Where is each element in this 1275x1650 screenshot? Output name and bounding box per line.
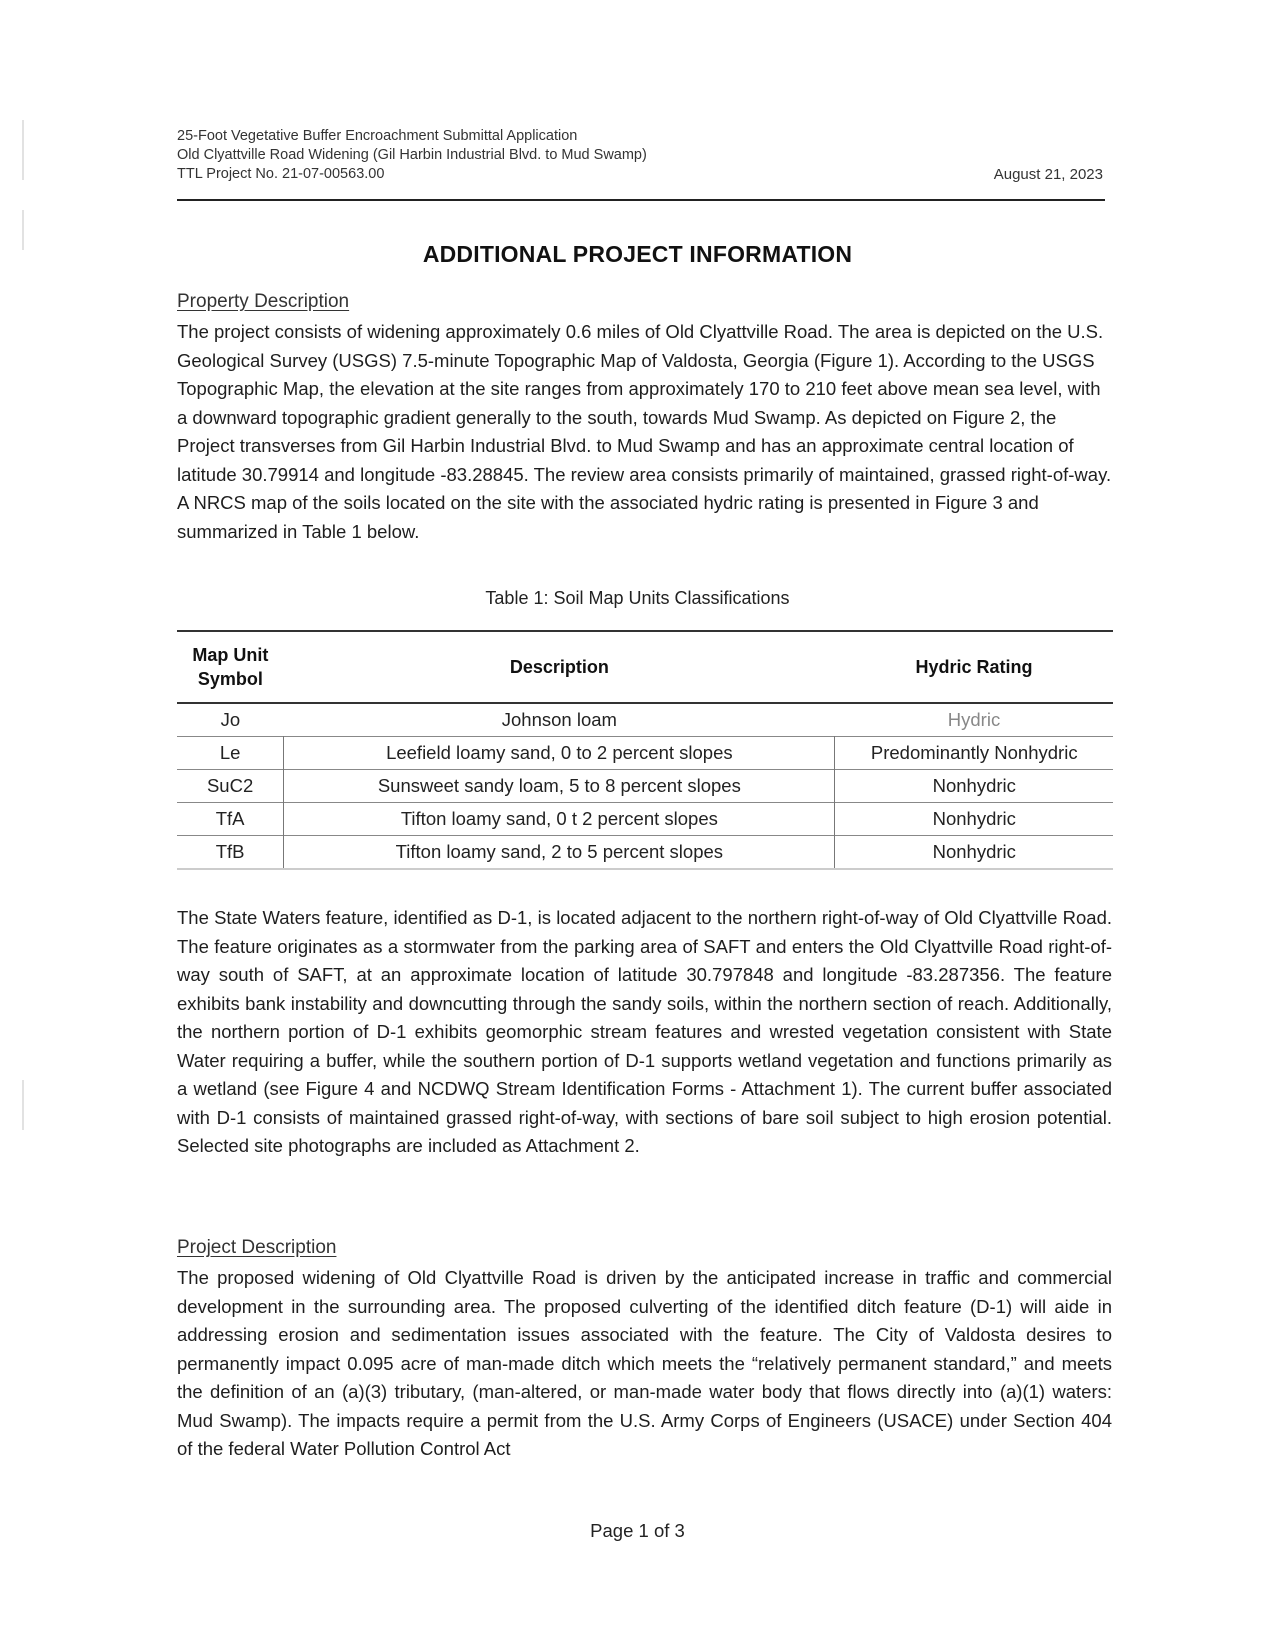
cell-hydric-rating: Nonhydric xyxy=(932,841,1016,862)
cell-hydric-rating: Predominantly Nonhydric xyxy=(870,742,1078,763)
cell-symbol: TfB xyxy=(177,836,284,870)
cell-symbol: Le xyxy=(177,737,284,770)
cell-symbol: TfA xyxy=(177,803,284,836)
cell-description: Leefield loamy sand, 0 to 2 percent slopes xyxy=(284,737,835,770)
header-application-title: 25-Foot Vegetative Buffer Encroachment Submittal Application xyxy=(177,128,578,144)
table-row xyxy=(177,770,1113,803)
table-row xyxy=(177,703,1113,737)
table-row xyxy=(177,737,1113,770)
cell-symbol: Jo xyxy=(220,709,241,730)
project-description-heading: Project Description xyxy=(177,1237,337,1258)
cell-hydric-rating: Nonhydric xyxy=(932,808,1016,829)
page-title: ADDITIONAL PROJECT INFORMATION xyxy=(422,241,853,267)
header-date: August 21, 2023 xyxy=(993,166,1103,183)
scan-edge-mark xyxy=(22,1080,24,1130)
document-header xyxy=(177,127,1113,184)
table-row xyxy=(177,836,1113,870)
page-number: Page 1 of 3 xyxy=(590,1520,685,1541)
header-project-name: Old Clyattville Road Widening (Gil Harbin Industrial Blvd. to Mud Swamp) xyxy=(177,147,647,163)
soil-map-units-table xyxy=(177,630,1113,870)
table-header-row xyxy=(177,631,1113,703)
header-project-number: TTL Project No. 21-07-00563.00 xyxy=(177,166,385,182)
cell-description: Johnson loam xyxy=(501,709,617,730)
cell-hydric-rating: Hydric xyxy=(947,709,1001,730)
property-description-heading: Property Description xyxy=(177,291,350,312)
cell-description: Sunsweet sandy loam, 5 to 8 percent slopes xyxy=(284,770,835,803)
column-header-symbol-line1: Map Unit xyxy=(192,645,269,665)
cell-description: Tifton loamy sand, 2 to 5 percent slopes xyxy=(284,836,835,870)
header-divider xyxy=(177,199,1105,201)
column-header-symbol xyxy=(177,631,284,703)
column-header-symbol-line2: Symbol xyxy=(197,669,263,689)
state-waters-paragraph: The State Waters feature, identified as D-1, is located adjacent to the northern right-of-way of Old Clyattville Road. The feature originates as a stormwater from the parking area of SAFT and enters the Old Clyattville Road right-of-way south of SAFT, at an approximate location of latitude 30.797848 and longitude -83.287356. The feature exhibits bank instability and downcutting through the sandy soils, within the northern section of reach. Additionally, the northern portion of D-1 exhibits geomorphic stream features and wrested vegetation consistent with State Water requiring a buffer, while the southern portion of D-1 supports wetland vegetation and functions primarily as a wetland (see Figure 4 and NCDWQ Stream Identification Forms - Attachment 1). The current buffer associated with D-1 consists of maintained grassed right-of-way, with sections of bare soil subject to high erosion potential. Selected site photographs are included as Attachment 2. xyxy=(177,907,1112,1156)
cell-hydric-rating: Nonhydric xyxy=(932,775,1016,796)
property-description-paragraph: The project consists of widening approximately 0.6 miles of Old Clyattville Road. The area is depicted on the U.S. Geological Survey (USGS) 7.5-minute Topographic Map of Valdosta, Georgia (Figure 1). According to the USGS Topographic Map, the elevation at the site ranges from approximately 170 to 210 feet above mean sea level, with a downward topographic gradient generally to the south, towards Mud Swamp. As depicted on Figure 2, the Project transverses from Gil Harbin Industrial Blvd. to Mud Swamp and has an approximate central location of latitude 30.79914 and longitude -83.28845. The review area consists primarily of maintained, grassed right-of-way. A NRCS map of the soils located on the site with the associated hydric rating is presented in Figure 3 and summarized in Table 1 below. xyxy=(177,321,1112,542)
cell-symbol: SuC2 xyxy=(177,770,284,803)
column-header-hydric-rating: Hydric Rating xyxy=(915,656,1033,677)
scan-edge-mark xyxy=(22,120,24,180)
column-header-description: Description xyxy=(509,656,609,677)
cell-description: Tifton loamy sand, 0 t 2 percent slopes xyxy=(284,803,835,836)
table-row xyxy=(177,803,1113,836)
table-caption: Table 1: Soil Map Units Classifications xyxy=(485,588,790,608)
project-description-paragraph: The proposed widening of Old Clyattville Road is driven by the anticipated increase in traffic and commercial development in the surrounding area. The proposed culverting of the identified ditch feature (D-1) will aide in addressing erosion and sedimentation issues associated with the feature. The City of Valdosta desires to permanently impact 0.095 acre of man-made ditch which meets the “relatively permanent standard,” and meets the definition of an (a)(3) tributary, (man-altered, or man-made water body that flows directly into (a)(1) waters: Mud Swamp). The impacts require a permit from the U.S. Army Corps of Engineers (USACE) under Section 404 of the federal Water Pollution Control Act xyxy=(177,1267,1112,1459)
